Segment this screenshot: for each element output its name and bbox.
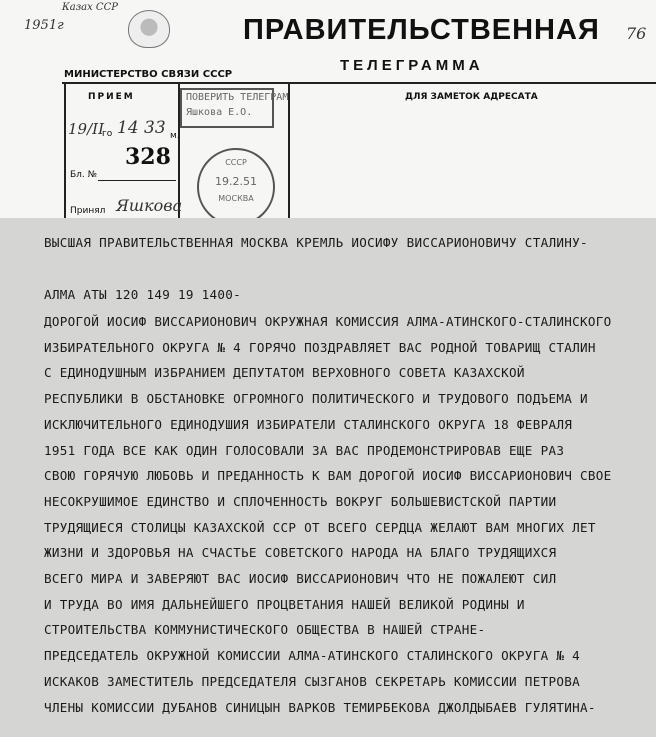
handwritten-note: Казах ССР <box>62 2 118 13</box>
postmark-date: 19.2.51 <box>215 175 257 188</box>
telegram-line: 1951 ГОДА ВСЕ КАК ОДИН ГОЛОСОВАЛИ ЗА ВАС ПРОДЕМОНСТРИРОВАВ ЕЩЕ РАЗ <box>44 442 565 458</box>
form-title: ПРАВИТЕЛЬСТВЕННАЯ <box>243 14 600 46</box>
left-border <box>64 82 66 222</box>
stamp-line-2: Яшкова Е.О. <box>186 107 253 118</box>
ussr-emblem-icon <box>128 10 170 48</box>
telegram-line: ИЗБИРАТЕЛЬНОГО ОКРУГА № 4 ГОРЯЧО ПОЗДРАВЛЯЕТ ВАС РОДНОЙ ТОВАРИЩ СТАЛИН <box>44 339 596 355</box>
telegram-line: РЕСПУБЛИКИ В ОБСТАНОВКЕ ОГРОМНОГО ПОЛИТИЧЕСКОГО И ТРУДОВОГО ПОДЪЕМА И <box>44 391 588 407</box>
postmark-bottom: МОСКВА <box>218 194 254 203</box>
telegram-line: ПРЕДСЕДАТЕЛЬ ОКРУЖНОЙ КОМИССИИ АЛМА-АТИНСКОГО СТАЛИНСКОГО ОКРУГА № 4 <box>44 648 580 664</box>
reception-date: 19/II <box>68 120 104 138</box>
telegram-line: ДОРОГОЙ ИОСИФ ВИССАРИОНОВИЧ ОКРУЖНАЯ КОМИССИЯ АЛМА-АТИНСКОГО-СТАЛИНСКОГО <box>44 314 612 329</box>
postmark-top: СССР <box>225 158 247 167</box>
telegram-number: 328 <box>125 144 171 170</box>
postmark-stamp <box>197 148 275 226</box>
telegram-line: ВСЕГО МИРА И ЗАВЕРЯЮТ ВАС ИОСИФ ВИССАРИОНОВИЧ ЧТО НЕ ПОЖАЛЕЮТ СИЛ <box>44 571 557 586</box>
telegram-line: СТРОИТЕЛЬСТВА КОММУНИСТИЧЕСКОГО ОБЩЕСТВА В НАШЕЙ СТРАНЕ- <box>44 622 486 638</box>
telegram-address: ВЫСШАЯ ПРАВИТЕЛЬСТВЕННАЯ МОСКВА КРЕМЛЬ ИОСИФУ ВИССАРИОНОВИЧУ СТАЛИНУ- <box>44 235 588 250</box>
ministry-label: МИНИСТЕРСТВО СВЯЗИ СССР <box>64 69 233 80</box>
telegram-line: СВОЮ ГОРЯЧУЮ ЛЮБОВЬ И ПРЕДАННОСТЬ К ВАМ ДОРОГОЙ ИОСИФ ВИССАРИОНОВИЧ СВОЕ <box>44 468 612 484</box>
header-divider <box>62 82 656 84</box>
go-label: го <box>102 129 113 139</box>
telegram-line: ИСКАКОВ ЗАМЕСТИТЕЛЬ ПРЕДСЕДАТЕЛЯ СЫЗГАНОВ СЕКРЕТАРЬ КОМИССИИ ПЕТРОВА <box>44 673 580 689</box>
reception-time: 14 33 <box>117 118 166 138</box>
accepted-label: Принял <box>70 206 106 216</box>
telegram-tape <box>0 218 656 737</box>
stamp-divider <box>288 82 290 222</box>
handwritten-year: 1951г <box>24 18 64 33</box>
telegram-line: ЖИЗНИ И ЗДОРОВЬЯ НА СЧАСТЬЕ СОВЕТСКОГО НАРОДА НА БЛАГО ТРУДЯЩИХСЯ <box>44 545 557 561</box>
form-subtitle: ТЕЛЕГРАММА <box>340 57 484 74</box>
bl-underline <box>98 180 176 181</box>
reception-label: ПРИЕМ <box>88 92 135 102</box>
verification-stamp <box>180 88 289 128</box>
telegram-line: И ТРУДА ВО ИМЯ ДАЛЬНЕЙШЕГО ПРОЦВЕТАНИЯ НАШЕЙ ВЕЛИКОЙ РОДИНЫ И <box>44 596 525 612</box>
minutes-label: м. <box>170 131 180 141</box>
notes-label: ДЛЯ ЗАМЕТОК АДРЕСАТА <box>405 92 538 102</box>
telegram-line: НЕСОКРУШИМОЕ ЕДИНСТВО И СПЛОЧЕННОСТЬ ВОКРУГ БОЛЬШЕВИСТСКОЙ ПАРТИИ <box>44 493 557 509</box>
telegram-line: ТРУДЯЩИЕСЯ СТОЛИЦЫ КАЗАХСКОЙ ССР ОТ ВСЕГО СЕРДЦА ЖЕЛАЮТ ВАМ МНОГИХ ЛЕТ <box>44 519 596 535</box>
accepted-signature: Яшкова <box>116 196 183 215</box>
telegram-origin: АЛМА АТЫ 120 149 19 1400- <box>44 287 242 302</box>
bl-label: Бл. № <box>70 170 98 180</box>
page-number: 76 <box>626 24 647 43</box>
telegram-line: С ЕДИНОДУШНЫМ ИЗБРАНИЕМ ДЕПУТАТОМ ВЕРХОВНОГО СОВЕТА КАЗАХСКОЙ <box>44 365 525 381</box>
telegram-line: ЧЛЕНЫ КОМИССИИ ДУБАНОВ СИНИЦЫН ВАРКОВ ТЕМИРБЕКОВА ДЖОЛДЫБАЕВ ГУЛЯТИНА- <box>44 699 596 715</box>
telegram-line: ИСКЛЮЧИТЕЛЬНОГО ЕДИНОДУШИЯ ИЗБИРАТЕЛИ СТАЛИНСКОГО ОКРУГА 18 ФЕВРАЛЯ <box>44 416 573 432</box>
stamp-line-1: ПОВЕРИТЬ ТЕЛЕГРАМ <box>186 92 289 103</box>
